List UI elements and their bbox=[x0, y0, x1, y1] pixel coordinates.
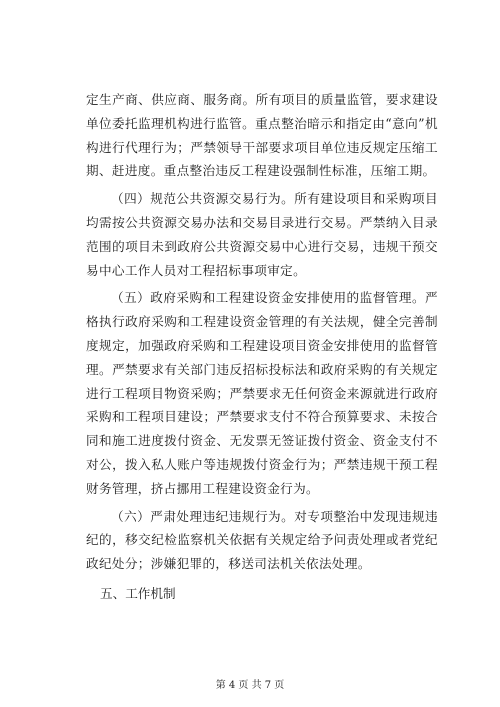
paragraph-section-six: （六）严肃处理违纪违规行为。对专项整治中发现违规违纪的，移交纪检监察机关依据有关规定给予问责处理或者党纪政纪处分；涉嫌犯罪的，移送司法机关依法处理。 bbox=[86, 508, 438, 572]
paragraph-section-five: （五）政府采购和工程建设资金安排使用的监督管理。严格执行政府采购和工程建设资金管理的有关法规，健全完善制度规定，加强政府采购和工程建设项目资金安排使用的监督管理。严禁要求有关部门违反招标投标法和政府采购的有关规定进行工程项目物资采购；严禁要求无任何资金来源就进行政府采购和工程项目建设；严禁要求支付不符合预算要求、未按合同和施工进度拨付资金、无发票无签证拨付资金、资金支付不对公，拨入私人账户等违规拨付资金行为；严禁违规干预工程财务管理，挤占挪用工程建设资金行为。 bbox=[86, 290, 438, 496]
paragraph-continuation: 定生产商、供应商、服务商。所有项目的质量监管，要求建设单位委托监理机构进行监管。重点整治暗示和指定由“意向”机构进行代理行为；严禁领导干部要求项目单位违反规定压缩工期、赶进度。重点整治违反工程建设强制性标准，压缩工期。 bbox=[86, 92, 438, 179]
page-number-footer: 第 4 页 共 7 页 bbox=[215, 680, 285, 691]
document-body bbox=[86, 88, 438, 606]
section-heading: 五、工作机制 bbox=[100, 585, 176, 601]
paragraph-section-four: （四）规范公共资源交易行为。所有建设项目和采购项目均需按公共资源交易办法和交易目录进行交易。严禁纳入目录范围的项目未到政府公共资源交易中心进行交易，违规干预交易中心工作人员对工程招标事项审定。 bbox=[86, 191, 438, 278]
